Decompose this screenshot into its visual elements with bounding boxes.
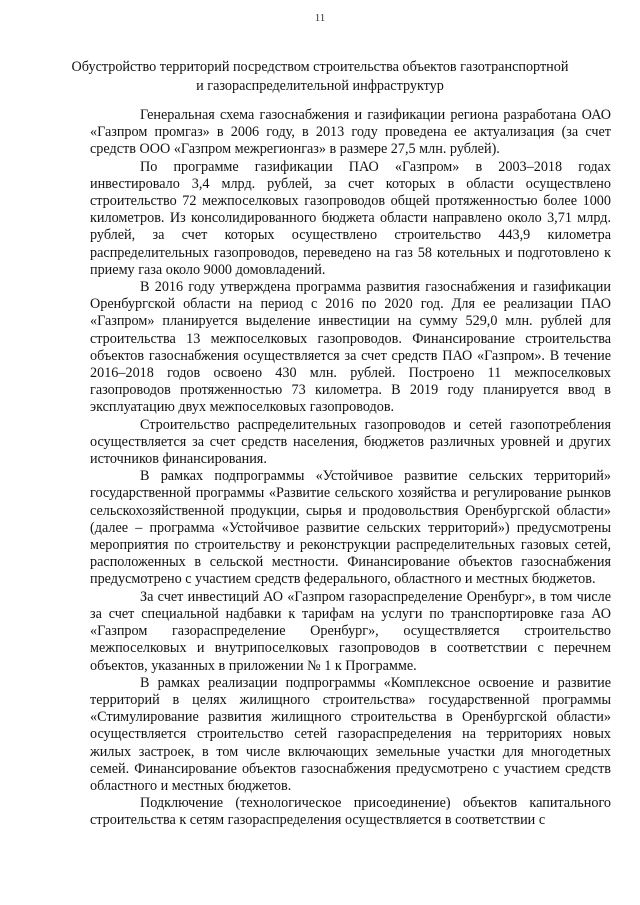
document-body (90, 107, 611, 830)
page-number: 11 (314, 12, 326, 24)
paragraph: За счет инвестиций АО «Газпром газораспределение Оренбург», в том числе за счет специальной надбавки к тарифам на услуги по транспортировке газа АО «Газпром газораспределение Оренбург», осуществляется строительство межпоселковых и внутрипоселковых газопроводов в соответствии с перечнем объектов, указанных в приложении № 1 к Программе. (90, 588, 611, 674)
paragraph: В рамках подпрограммы «Устойчивое развитие сельских территорий» государственной программы «Развитие сельского хозяйства и регулирование рынков сельскохозяйственной продукции, сырья и продовольствия Оренбургской области» (далее – программа «Устойчивое развитие сельских территорий») предусмотрены мероприятия по строительству и реконструкции распределительных газовых сетей, расположенных в сельской местности. Финансирование объектов газоснабжения предусмотрено с участием средств федерального, областного и местных бюджетов. (90, 468, 611, 588)
paragraph: В 2016 году утверждена программа развития газоснабжения и газификации Оренбургской области на период с 2016 по 2020 год. Для ее реализации ПАО «Газпром» планируется выделение инвестиции на сумму 529,0 млн. рублей для строительства 13 межпоселковых газопроводов. Финансирование строительства объектов газоснабжения осуществляется за счет средств ПАО «Газпром». В течение 2016–2018 годов освоено 430 млн. рублей. Построено 11 межпоселковых газопроводов протяженностью 73 километра. В 2019 году планируется ввод в эксплуатацию двух межпоселковых газопроводов. (90, 279, 611, 416)
paragraph: Генеральная схема газоснабжения и газификации региона разработана ОАО «Газпром промгаз» в 2006 году, в 2013 году проведена ее актуализация (за счет средств ООО «Газпром межрегионгаз» в размере 27,5 млн. рублей). (90, 107, 611, 158)
paragraph: Подключение (технологическое присоединение) объектов капитального строительства к сетям газораспределения осуществляется в соответствии с (90, 795, 611, 829)
section-title: Обустройство территорий посредством строительства объектов газотранспортной и газораспределительной инфраструктур (71, 59, 569, 94)
paragraph: По программе газификации ПАО «Газпром» в 2003–2018 годах инвестировало 3,4 млрд. рублей, за счет которых в области осуществлено строительство 72 межпоселковых газопроводов общей протяженностью более 1000 километров. Из консолидированного бюджета области направлено около 3,71 млрд. рублей, за счет которых осуществлено строительство 443,9 километра распределительных газопроводов, переведено на газ 58 котельных и подготовлено к приему газа около 9000 домовладений. (90, 158, 611, 278)
paragraph: В рамках реализации подпрограммы «Комплексное освоение и развитие территорий в целях жилищного строительства» государственной программы «Стимулирование развития жилищного строительства в Оренбургской области» осуществляется строительство сетей газораспределения на территориях новых жилых застроек, в том числе включающих земельные участки для многодетных семей. Финансирование объектов газоснабжения предусмотрено с участием средств областного и местных бюджетов. (90, 674, 611, 794)
paragraph: Строительство распределительных газопроводов и сетей газопотребления осуществляется за счет средств населения, бюджетов различных уровней и других источников финансирования. (90, 416, 611, 468)
